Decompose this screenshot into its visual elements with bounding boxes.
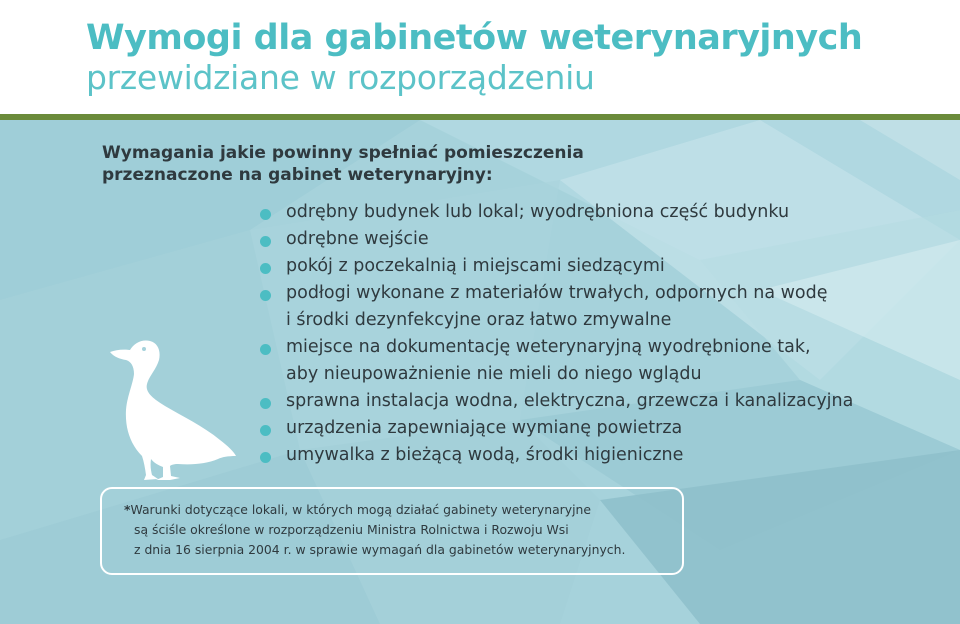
list-item bbox=[258, 253, 853, 280]
list-item-text-continued: i środki dezynfekcyjne oraz łatwo zmywalne bbox=[286, 310, 672, 330]
list-item bbox=[258, 199, 853, 226]
list-item-text: miejsce na dokumentację weterynaryjną wyodrębnione tak, bbox=[286, 337, 811, 357]
list-item-text: odrębny budynek lub lokal; wyodrębniona część budynku bbox=[286, 202, 790, 222]
bullet-dot-icon bbox=[260, 209, 271, 220]
bullet-dot-icon bbox=[260, 263, 271, 274]
list-item-text: sprawna instalacja wodna, elektryczna, grzewcza i kanalizacyjna bbox=[286, 391, 854, 411]
footnote-line3: z dnia 16 sierpnia 2004 r. w sprawie wymagań dla gabinetów weterynaryjnych. bbox=[134, 542, 626, 557]
bullet-dot-icon bbox=[260, 398, 271, 409]
list-item-text-continued: aby nieupoważnienie nie mieli do niego wglądu bbox=[286, 364, 702, 384]
list-item bbox=[258, 442, 853, 469]
section-heading bbox=[102, 142, 584, 186]
bullet-dot-icon bbox=[260, 344, 271, 355]
list-item-text: pokój z poczekalnią i miejscami siedzącymi bbox=[286, 256, 665, 276]
footnote bbox=[124, 500, 625, 560]
footnote-asterisk: * bbox=[124, 502, 131, 517]
bullet-dot-icon bbox=[260, 236, 271, 247]
list-item-text: umywalka z bieżącą wodą, środki higieniczne bbox=[286, 445, 684, 465]
duck-icon bbox=[108, 338, 238, 483]
footnote-line1 bbox=[124, 500, 625, 520]
footnote-line1-text: Warunki dotyczące lokali, w których mogą działać gabinety weterynaryjne bbox=[130, 502, 592, 517]
list-item-text: urządzenia zapewniające wymianę powietrza bbox=[286, 418, 683, 438]
list-item bbox=[258, 226, 853, 253]
page-subtitle: przewidziane w rozporządzeniu bbox=[86, 58, 595, 97]
page-title: Wymogi dla gabinetów weterynaryjnych bbox=[86, 18, 863, 58]
list-item bbox=[258, 280, 853, 334]
section-heading-line2: przeznaczone na gabinet weterynaryjny: bbox=[102, 165, 493, 185]
requirements-list bbox=[258, 199, 853, 469]
bullet-dot-icon bbox=[260, 452, 271, 463]
footnote-line2: są ściśle określone w rozporządzeniu Ministra Rolnictwa i Rozwoju Wsi bbox=[134, 522, 569, 537]
list-item bbox=[258, 334, 853, 388]
bullet-dot-icon bbox=[260, 290, 271, 301]
list-item-text: odrębne wejście bbox=[286, 229, 429, 249]
list-item bbox=[258, 415, 853, 442]
list-item bbox=[258, 388, 853, 415]
header bbox=[0, 0, 960, 114]
list-item-text: podłogi wykonane z materiałów trwałych, odpornych na wodę bbox=[286, 283, 828, 303]
bullet-dot-icon bbox=[260, 425, 271, 436]
section-heading-line1: Wymagania jakie powinny spełniać pomieszczenia bbox=[102, 143, 584, 163]
